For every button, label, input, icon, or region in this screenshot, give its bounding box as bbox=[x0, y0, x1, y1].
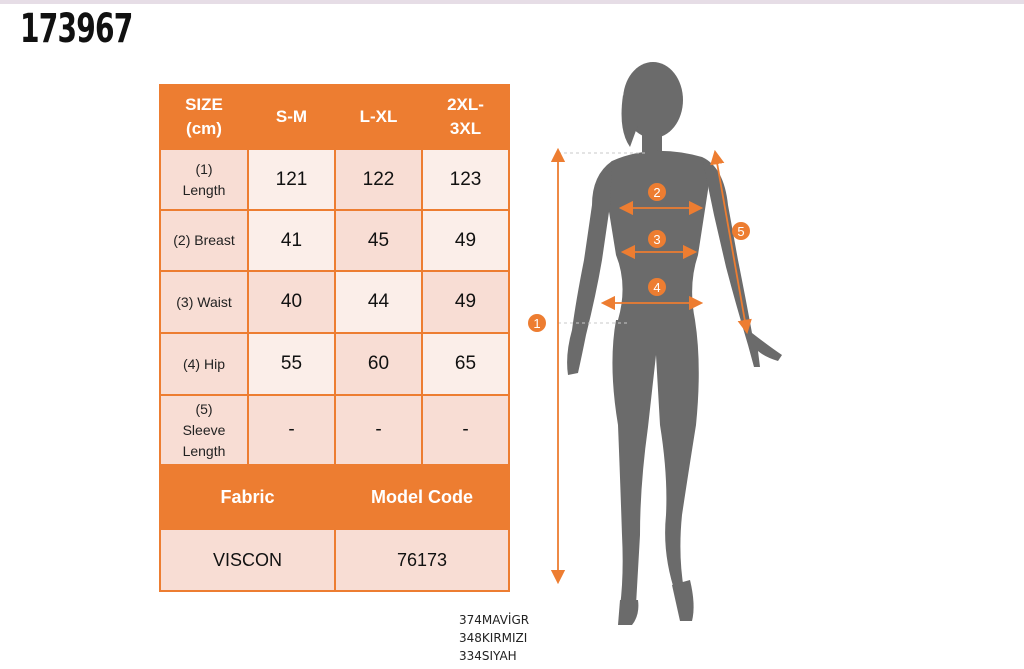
svg-text:2: 2 bbox=[653, 185, 661, 200]
body-measurement-figure bbox=[520, 55, 810, 630]
svg-text:5: 5 bbox=[737, 224, 745, 239]
size-header-line1: SIZE bbox=[185, 95, 223, 114]
size-chart-table bbox=[159, 84, 510, 592]
cell-value: 121 bbox=[248, 149, 335, 210]
model-code-value: 76173 bbox=[335, 529, 509, 591]
row-label-line: (1) bbox=[195, 160, 213, 177]
color-code-list bbox=[459, 611, 529, 665]
table-row bbox=[160, 149, 509, 210]
row-label-line: Length bbox=[182, 442, 226, 459]
cell-value: 40 bbox=[248, 271, 335, 333]
cell-value: 122 bbox=[335, 149, 422, 210]
cell-value: - bbox=[335, 395, 422, 465]
svg-text:1: 1 bbox=[533, 316, 541, 331]
row-label bbox=[160, 395, 248, 465]
cell-value: 45 bbox=[335, 210, 422, 271]
table-header-row bbox=[160, 85, 509, 149]
product-code: 173967 bbox=[20, 6, 133, 52]
cell-value: - bbox=[422, 395, 509, 465]
color-code: 334SIYAH bbox=[459, 649, 517, 663]
row-label bbox=[160, 149, 248, 210]
cell-value: 60 bbox=[335, 333, 422, 395]
size-col-2xl-line1: 2XL- bbox=[447, 95, 484, 114]
marker-2 bbox=[648, 183, 666, 201]
table-row bbox=[160, 395, 509, 465]
row-label: (2) Breast bbox=[160, 210, 248, 271]
top-border bbox=[0, 0, 1024, 4]
marker-4 bbox=[648, 278, 666, 296]
row-label-line: Length bbox=[182, 181, 226, 198]
model-code-label: Model Code bbox=[335, 465, 509, 529]
cell-value: 65 bbox=[422, 333, 509, 395]
size-header-cell bbox=[160, 85, 248, 149]
svg-text:4: 4 bbox=[653, 280, 661, 295]
cell-value: 44 bbox=[335, 271, 422, 333]
marker-5 bbox=[732, 222, 750, 240]
cell-value: 123 bbox=[422, 149, 509, 210]
row-label: (4) Hip bbox=[160, 333, 248, 395]
cell-value: 49 bbox=[422, 271, 509, 333]
woman-silhouette bbox=[567, 62, 782, 625]
fabric-value: VISCON bbox=[160, 529, 335, 591]
fabric-label: Fabric bbox=[160, 465, 335, 529]
row-label-line: (5) bbox=[195, 400, 213, 417]
size-col-sm: S-M bbox=[248, 85, 335, 149]
cell-value: 49 bbox=[422, 210, 509, 271]
fabric-value-row bbox=[160, 529, 509, 591]
marker-3 bbox=[648, 230, 666, 248]
row-label: (3) Waist bbox=[160, 271, 248, 333]
cell-value: 41 bbox=[248, 210, 335, 271]
table-row bbox=[160, 333, 509, 395]
color-code: 348KIRMIZI bbox=[459, 631, 528, 645]
size-header-line2: (cm) bbox=[186, 119, 222, 138]
row-label-line: Sleeve bbox=[182, 421, 226, 438]
svg-text:3: 3 bbox=[653, 232, 661, 247]
size-col-2xl-line2: 3XL bbox=[449, 119, 482, 138]
table-row bbox=[160, 271, 509, 333]
color-code: 374MAVİGR bbox=[459, 613, 530, 627]
cell-value: - bbox=[248, 395, 335, 465]
size-col-lxl: L-XL bbox=[335, 85, 422, 149]
marker-1 bbox=[528, 314, 546, 332]
size-col-2xl bbox=[422, 85, 509, 149]
cell-value: 55 bbox=[248, 333, 335, 395]
fabric-header-row bbox=[160, 465, 509, 529]
table-row bbox=[160, 210, 509, 271]
